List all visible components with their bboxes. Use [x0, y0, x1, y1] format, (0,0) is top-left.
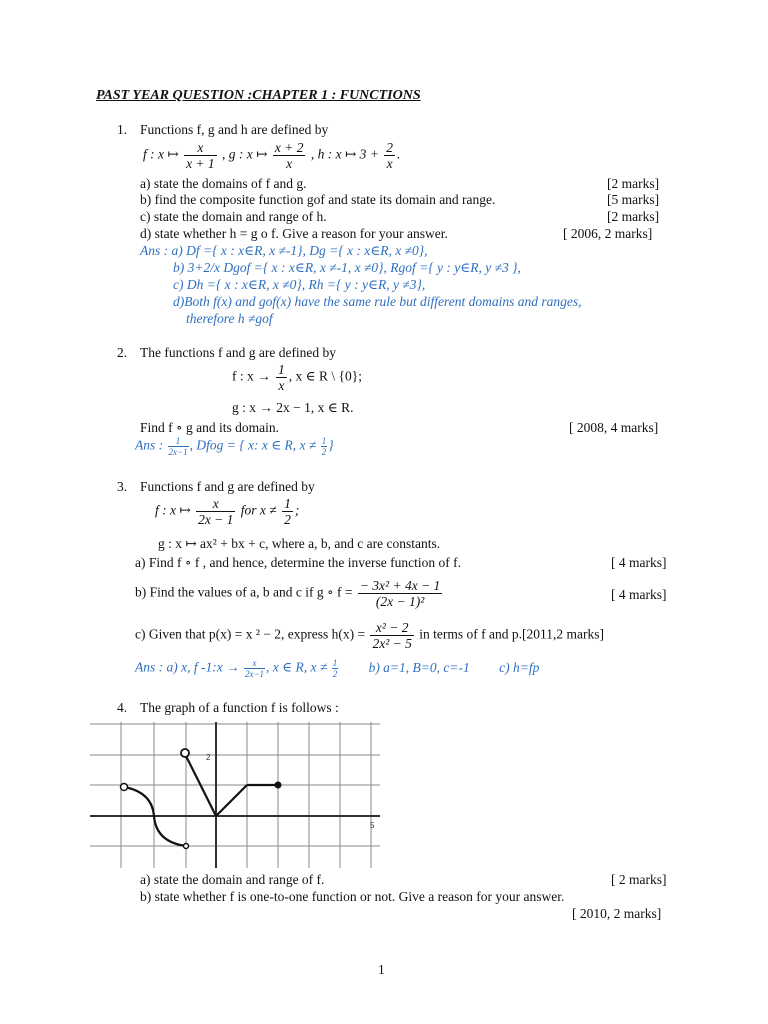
question-1a: a) state the domains of f and g. — [140, 176, 307, 191]
question-2-task: Find f ∘ g and its domain. — [140, 420, 279, 435]
question-1c-marks: [2 marks] — [607, 209, 660, 224]
question-3b-marks: [ 4 marks] — [611, 587, 667, 602]
question-3b: b) Find the values of a, b and c if g ∘ f = $\frac{\text{− 3x² + 4x − 1}}{\text{(2x − 1)²}}$ — [135, 578, 441, 609]
open-endpoint-bottom — [184, 844, 189, 849]
question-3-answer: Ans : a) x, f -1:x → $\frac{x}{2x-1}$ , x ∈ R, x ≠ $\frac{1}{2}$ b) a=1, B=0, c=-1 c) h=fp — [135, 658, 540, 679]
question-4-intro: The graph of a function f is follows : — [140, 700, 339, 715]
function-graph — [90, 722, 380, 868]
question-3c: c) Given that p(x) = x ² − 2, express h(x) = $\frac{\text{x² − 2}}{\text{2x² − 5}}$ in terms of f and p.[2011,2 marks] — [135, 620, 604, 651]
question-1d-marks: [ 2006, 2 marks] — [563, 226, 653, 241]
question-2-g-definition: g : x → 2x − 1, x ∈ R. — [232, 400, 354, 415]
question-1b: b) find the composite function gof and state its domain and range. — [140, 192, 496, 207]
closed-endpoint-right — [275, 782, 282, 789]
question-1c: c) state the domain and range of h. — [140, 209, 327, 224]
question-4b: b) state whether f is one-to-one function or not. Give a reason for your answer. — [140, 889, 565, 904]
y-axis-tick-label: 2 — [206, 753, 211, 762]
question-3-number: 3. — [117, 479, 128, 494]
open-endpoint-top — [181, 749, 189, 757]
question-3-g-definition: g : x ↦ ax² + bx + c, where a, b, and c are constants. — [158, 536, 441, 551]
question-3-intro: Functions f and g are defined by — [140, 479, 315, 494]
question-3a: a) Find f ∘ f , and hence, determine the inverse function of f. — [135, 555, 462, 570]
question-2-marks: [ 2008, 4 marks] — [569, 420, 659, 435]
question-1b-marks: [5 marks] — [607, 192, 660, 207]
question-4a: a) state the domain and range of f. — [140, 872, 325, 887]
x-axis-tick-label: 5 — [370, 821, 375, 830]
question-1-answer-b: b) 3+2/x Dgof ={ x : x∈R, x ≠-1, x ≠0}, Rgof ={ y : y∈R, y ≠3 }, — [173, 260, 521, 275]
open-endpoint-left — [121, 784, 128, 791]
question-1-definitions: f : x ↦ $\frac{x}{x + 1}$ , g : x ↦ $\frac{x + 2}{x}$ , h : x ↦ 3 + $\frac{2}{x}$ . — [143, 140, 401, 171]
question-1-answer-d-cont: therefore h ≠gof — [186, 311, 273, 326]
question-1-intro: Functions f, g and h are defined by — [140, 122, 329, 137]
question-4-number: 4. — [117, 700, 128, 715]
page-title: PAST YEAR QUESTION :CHAPTER 1 : FUNCTIONS — [96, 88, 421, 103]
question-2-number: 2. — [117, 345, 128, 360]
question-1-answer-d: d)Both f(x) and gof(x) have the same rule but different domains and ranges, — [173, 294, 582, 309]
question-1-number: 1. — [117, 122, 128, 137]
question-1d: d) state whether h = g o f. Give a reason for your answer. — [140, 226, 448, 241]
question-2-intro: The functions f and g are defined by — [140, 345, 337, 360]
question-2-f-definition: f : x → $\frac{1}{x}$ , x ∈ R \ {0}; — [232, 362, 362, 393]
question-4b-marks: [ 2010, 2 marks] — [572, 906, 662, 921]
question-2-answer: Ans : $\frac{1}{2x-1}$ , Dfog = { x: x ∈ R, x ≠ $\frac{1}{2}$ } — [135, 436, 334, 457]
page-number: 1 — [378, 962, 385, 977]
question-4a-marks: [ 2 marks] — [611, 872, 667, 887]
question-3-f-definition: f : x ↦ $\frac{x}{2x - 1}$ for x ≠ $\frac{1}{2}$ ; — [155, 496, 300, 527]
graph-grid — [90, 722, 380, 868]
question-1-answer-a: Ans : a) Df ={ x : x∈R, x ≠-1}, Dg ={ x : x∈R, x ≠0}, — [140, 243, 428, 258]
question-3a-marks: [ 4 marks] — [611, 555, 667, 570]
question-1-answer-c: c) Dh ={ x : x∈R, x ≠0}, Rh ={ y : y∈R, y ≠3}, — [173, 277, 426, 292]
question-1a-marks: [2 marks] — [607, 176, 660, 191]
function-curve — [124, 754, 278, 846]
